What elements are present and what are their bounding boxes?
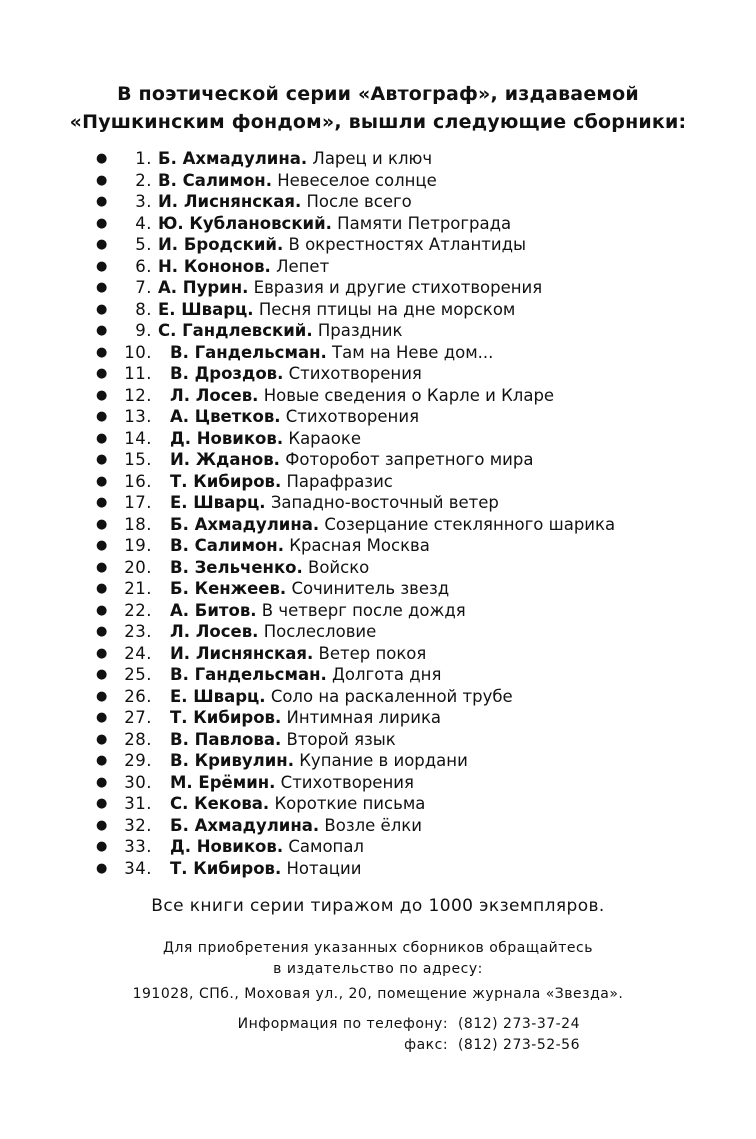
book-number: 3. xyxy=(135,192,152,211)
purchase-note xyxy=(0,938,756,980)
book-number: 34. xyxy=(124,858,152,878)
book-item xyxy=(0,148,756,170)
book-entry xyxy=(158,299,515,321)
book-item xyxy=(0,406,756,428)
book-number: 7. xyxy=(135,278,152,297)
book-number: 9. xyxy=(135,321,152,340)
book-author: Т. Кибиров. xyxy=(170,708,282,727)
book-author: Д. Новиков. xyxy=(170,837,284,856)
bullet-icon: ● xyxy=(96,387,108,403)
bullet-icon: ● xyxy=(96,796,108,811)
header-line-2: «Пушкинским фондом», вышли следующие сборники: xyxy=(69,111,687,133)
book-number: 15. xyxy=(124,450,152,469)
book-author: В. Салимон. xyxy=(170,536,284,555)
book-author: Е. Шварц. xyxy=(170,493,266,512)
bullet-icon: ● xyxy=(96,366,108,381)
book-author: С. Гандлевский. xyxy=(158,321,313,340)
book-title: Фоторобот запретного мира xyxy=(285,450,534,469)
book-title: Купание в иордани xyxy=(299,751,468,770)
book-number: 19. xyxy=(124,536,152,555)
bullet-icon: ● xyxy=(96,667,108,682)
book-title: Войско xyxy=(308,557,370,577)
book-entry xyxy=(170,836,364,858)
book-entry xyxy=(170,772,414,794)
bullet-icon: ● xyxy=(96,516,108,532)
bullet-icon: ● xyxy=(96,430,108,446)
book-number: 30. xyxy=(124,772,152,792)
book-entry xyxy=(158,148,432,170)
book-item xyxy=(0,234,756,256)
address: 191028, СПб., Моховая ул., 20, помещение журнала «Звезда». xyxy=(132,986,624,1002)
book-item xyxy=(0,213,756,235)
book-title: Созерцание стеклянного шарика xyxy=(324,514,616,534)
book-item xyxy=(0,643,756,665)
book-author: И. Лиснянская. xyxy=(158,192,302,211)
bullet-icon: ● xyxy=(96,344,108,360)
book-author: И. Бродский. xyxy=(158,235,284,254)
book-entry xyxy=(170,449,533,471)
book-title: Парафразис xyxy=(286,471,393,491)
book-author: Т. Кибиров. xyxy=(170,471,282,491)
book-author: Н. Кононов. xyxy=(158,256,271,276)
bullet-icon: ● xyxy=(96,215,108,231)
book-entry xyxy=(170,557,369,579)
book-title: Возле ёлки xyxy=(324,815,422,835)
book-number: 21. xyxy=(124,579,152,598)
bullet-icon: ● xyxy=(96,301,108,317)
book-author: Б. Ахмадулина. xyxy=(158,149,308,168)
book-item xyxy=(0,492,756,514)
book-item xyxy=(0,707,756,729)
book-author: А. Пурин. xyxy=(158,278,249,297)
book-item xyxy=(0,256,756,278)
book-author: В. Зельченко. xyxy=(170,557,303,577)
book-number: 26. xyxy=(124,686,152,706)
book-number: 28. xyxy=(124,729,152,749)
book-title: Там на Неве дом... xyxy=(332,342,494,362)
book-item xyxy=(0,858,756,880)
bullet-icon: ● xyxy=(96,194,108,209)
book-number: 8. xyxy=(135,299,152,319)
book-entry xyxy=(170,600,466,622)
book-author: Б. Кенжеев. xyxy=(170,579,287,598)
book-number: 33. xyxy=(124,837,152,856)
bullet-icon: ● xyxy=(96,753,108,768)
book-entry xyxy=(170,514,615,536)
book-number: 24. xyxy=(124,643,152,663)
book-title: Невеселое солнце xyxy=(277,170,437,190)
book-entry xyxy=(170,707,441,729)
book-item xyxy=(0,836,756,858)
book-item xyxy=(0,449,756,471)
book-entry xyxy=(170,428,361,450)
book-item xyxy=(0,664,756,686)
fax-info: факс: (812) 273-52-56 xyxy=(404,1037,580,1053)
book-author: Ю. Кублановский. xyxy=(158,213,332,233)
book-title: Стихотворения xyxy=(280,772,414,792)
book-number: 22. xyxy=(124,600,152,620)
bullet-icon: ● xyxy=(96,559,108,575)
bullet-icon: ● xyxy=(96,645,108,661)
book-entry xyxy=(170,492,499,514)
book-entry xyxy=(170,342,493,364)
book-title: Соло на раскаленной трубе xyxy=(270,686,513,706)
book-author: И. Жданов. xyxy=(170,450,280,469)
book-entry xyxy=(170,750,468,772)
book-entry xyxy=(170,621,376,643)
book-author: В. Кривулин. xyxy=(170,751,294,770)
book-number: 4. xyxy=(135,213,152,233)
book-item xyxy=(0,750,756,772)
book-author: Б. Ахмадулина. xyxy=(170,514,320,534)
header xyxy=(0,80,756,136)
book-entry xyxy=(170,643,426,665)
book-entry xyxy=(158,256,329,278)
book-item xyxy=(0,535,756,557)
book-entry xyxy=(170,664,441,686)
bullet-icon: ● xyxy=(96,237,108,252)
book-entry xyxy=(170,686,513,708)
book-title: Памяти Петрограда xyxy=(337,213,512,233)
book-entry xyxy=(170,363,422,385)
book-number: 11. xyxy=(124,364,152,383)
book-title: Нотации xyxy=(286,858,362,878)
book-author: В. Салимон. xyxy=(158,170,272,190)
book-item xyxy=(0,277,756,299)
bullet-icon: ● xyxy=(96,860,108,876)
book-number: 5. xyxy=(135,235,152,254)
book-number: 23. xyxy=(124,622,152,641)
book-entry xyxy=(158,213,511,235)
book-title: Евразия и другие стихотворения xyxy=(253,278,543,297)
header-line-1: В поэтической серии «Автограф», издаваемой xyxy=(117,83,639,105)
book-number: 17. xyxy=(124,493,152,512)
bullet-icon: ● xyxy=(96,473,108,489)
book-item xyxy=(0,320,756,342)
book-item xyxy=(0,578,756,600)
book-title: Стихотворения xyxy=(288,364,422,383)
bullet-icon: ● xyxy=(96,731,108,747)
book-item xyxy=(0,428,756,450)
book-item xyxy=(0,600,756,622)
book-entry xyxy=(170,471,393,493)
book-title: Караоке xyxy=(288,428,361,448)
book-title: Ларец и ключ xyxy=(312,149,433,168)
book-title: После всего xyxy=(306,192,412,211)
book-item xyxy=(0,170,756,192)
book-item xyxy=(0,772,756,794)
book-author: Е. Шварц. xyxy=(158,299,254,319)
book-entry xyxy=(170,535,430,557)
book-number: 29. xyxy=(124,751,152,770)
bullet-icon: ● xyxy=(96,688,108,704)
book-entry xyxy=(170,385,554,407)
book-number: 32. xyxy=(124,815,152,835)
book-item xyxy=(0,514,756,536)
print-run-note: Все книги серии тиражом до 1000 экземпляров. xyxy=(151,896,605,916)
book-number: 16. xyxy=(124,471,152,491)
purchase-line-1: Для приобретения указанных сборников обращайтесь xyxy=(163,940,593,956)
book-entry xyxy=(158,234,526,256)
book-number: 10. xyxy=(124,342,152,362)
book-title: Сочинитель звезд xyxy=(291,579,450,598)
book-item xyxy=(0,557,756,579)
purchase-line-2: в издательство по адресу: xyxy=(273,961,483,977)
book-entry xyxy=(158,191,412,213)
book-author: Б. Ахмадулина. xyxy=(170,815,320,835)
phone-info: Информация по телефону: (812) 273-37-24 xyxy=(237,1016,580,1032)
bullet-icon: ● xyxy=(96,774,108,790)
book-author: Т. Кибиров. xyxy=(170,858,282,878)
bullet-icon: ● xyxy=(96,817,108,833)
book-entry xyxy=(158,170,437,192)
book-item xyxy=(0,342,756,364)
book-entry xyxy=(170,815,422,837)
book-number: 27. xyxy=(124,708,152,727)
bullet-icon: ● xyxy=(96,602,108,618)
book-author: Л. Лосев. xyxy=(170,385,259,405)
bullet-icon: ● xyxy=(96,258,108,274)
bullet-icon: ● xyxy=(96,839,108,854)
book-number: 25. xyxy=(124,665,152,684)
book-entry xyxy=(170,406,419,428)
book-number: 12. xyxy=(124,385,152,405)
book-item xyxy=(0,363,756,385)
book-author: В. Гандельсман. xyxy=(170,342,327,362)
book-title: Короткие письма xyxy=(274,794,426,813)
book-author: А. Цветков. xyxy=(170,407,281,426)
book-number: 14. xyxy=(124,428,152,448)
book-item xyxy=(0,686,756,708)
book-number: 20. xyxy=(124,557,152,577)
book-title: Новые сведения о Карле и Кларе xyxy=(263,385,555,405)
book-author: Д. Новиков. xyxy=(170,428,284,448)
book-number: 31. xyxy=(124,794,152,813)
book-item xyxy=(0,621,756,643)
book-author: В. Дроздов. xyxy=(170,364,284,383)
book-title: Интимная лирика xyxy=(286,708,442,727)
book-number: 2. xyxy=(135,170,152,190)
book-item xyxy=(0,815,756,837)
book-title: В четверг после дождя xyxy=(261,600,466,620)
book-title: Лепет xyxy=(276,256,330,276)
book-entry xyxy=(170,858,361,880)
book-author: С. Кекова. xyxy=(170,794,270,813)
book-title: В окрестностях Атлантиды xyxy=(288,235,527,254)
bullet-icon: ● xyxy=(96,323,108,338)
book-author: И. Лиснянская. xyxy=(170,643,314,663)
bullet-icon: ● xyxy=(96,624,108,639)
book-author: Л. Лосев. xyxy=(170,622,259,641)
book-number: 1. xyxy=(135,149,152,168)
book-item xyxy=(0,191,756,213)
book-number: 13. xyxy=(124,407,152,426)
book-author: Е. Шварц. xyxy=(170,686,266,706)
book-number: 18. xyxy=(124,514,152,534)
book-entry xyxy=(158,320,403,342)
book-title: Стихотворения xyxy=(285,407,419,426)
book-title: Красная Москва xyxy=(289,536,430,555)
book-item xyxy=(0,385,756,407)
book-item xyxy=(0,471,756,493)
bullet-icon: ● xyxy=(96,151,108,166)
book-title: Праздник xyxy=(317,321,403,340)
book-author: М. Ерёмин. xyxy=(170,772,276,792)
book-number: 6. xyxy=(135,256,152,276)
book-title: Долгота дня xyxy=(332,665,442,684)
book-title: Самопал xyxy=(288,837,364,856)
book-title: Западно-восточный ветер xyxy=(270,493,499,512)
bullet-icon: ● xyxy=(96,280,108,295)
book-entry xyxy=(158,277,542,299)
bullet-icon: ● xyxy=(96,538,108,553)
bullet-icon: ● xyxy=(96,409,108,424)
book-title: Второй язык xyxy=(286,729,396,749)
book-entry xyxy=(170,793,425,815)
book-author: В. Гандельсман. xyxy=(170,665,327,684)
book-title: Послесловие xyxy=(263,622,377,641)
book-title: Песня птицы на дне морском xyxy=(258,299,516,319)
bullet-icon: ● xyxy=(96,495,108,510)
book-item xyxy=(0,729,756,751)
book-author: А. Битов. xyxy=(170,600,257,620)
bullet-icon: ● xyxy=(96,172,108,188)
book-entry xyxy=(170,578,449,600)
book-entry xyxy=(170,729,396,751)
bullet-icon: ● xyxy=(96,581,108,596)
book-item xyxy=(0,299,756,321)
book-author: В. Павлова. xyxy=(170,729,282,749)
book-item xyxy=(0,793,756,815)
book-list xyxy=(0,148,756,879)
book-title: Ветер покоя xyxy=(318,643,427,663)
bullet-icon: ● xyxy=(96,452,108,467)
bullet-icon: ● xyxy=(96,710,108,725)
